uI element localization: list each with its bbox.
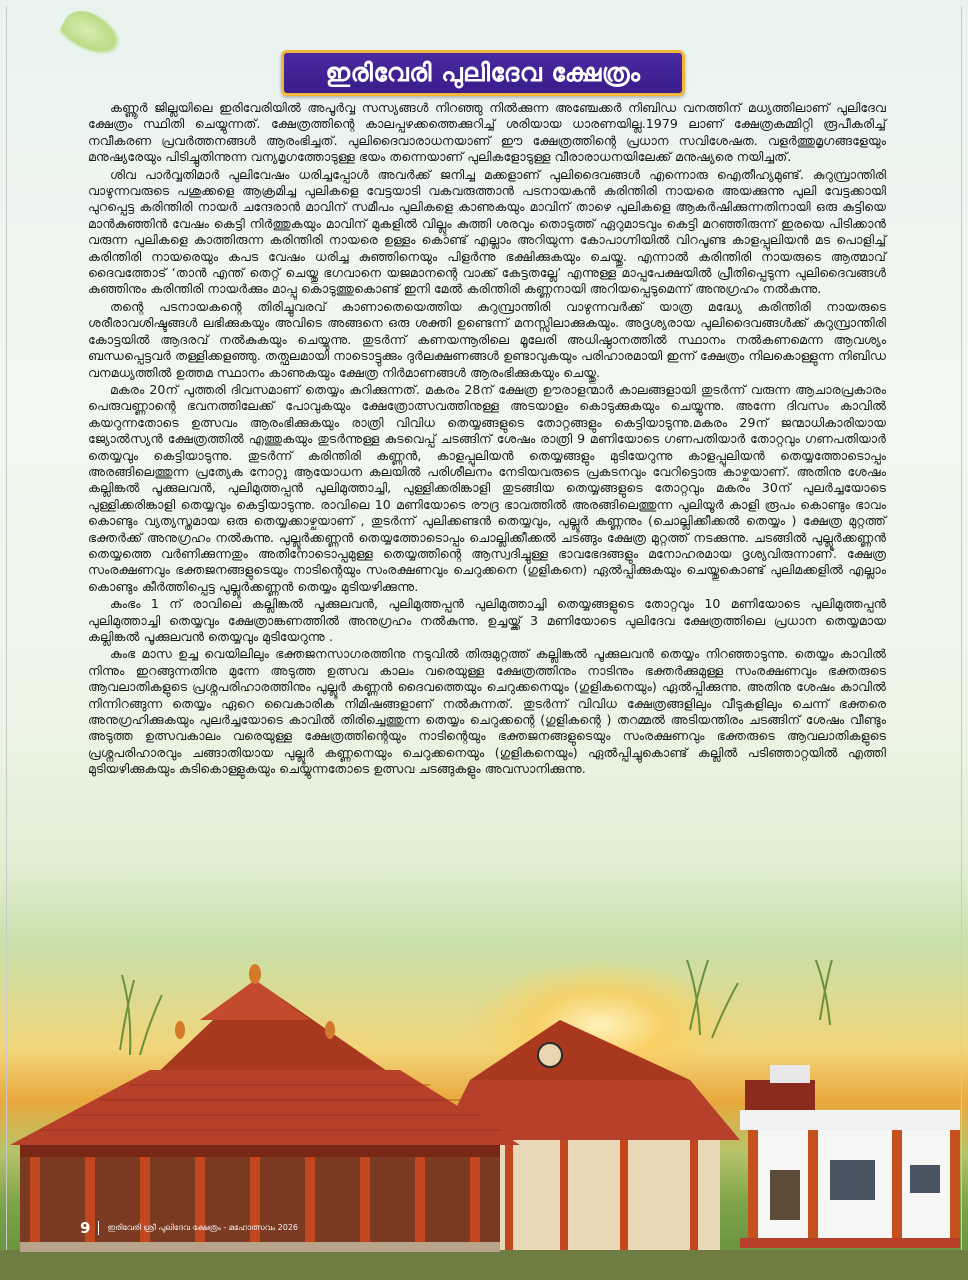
office-building: [740, 1065, 960, 1248]
paragraph-4: മകരം 20ന് പുത്തരി ദിവസമാണ് തെയ്യം കുറിക്കുന്നത്. മകരം 28ന് ക്ഷേത്ര ഊരാളന്മാർ കാലങ്ങളായി തുടർന്ന് വരുന്ന ആചാരപ്രകാരം പെരുവണ്ണാന്റെ ഭവനത്തിലേക്ക് പോവുകയും ക്ഷേത്രോത്സവത്തിനുള്ള അടയാളം കൊടുക്കുകയും ചെയ്യുന്നു. അന്നേ ദിവസം കാവിൽ കയറുന്നതോടെ ഉത്സവം ആരംഭിക്കുകയും രാത്രി വിവിധ തെയ്യങ്ങളുടെ തോറ്റങ്ങളും കെട്ടിയാടുന്നു.മകരം 29ന് ജന്മാധികാരിയായ ജ്യോൽസ്യൻ ക്ഷേത്രത്തിൽ എത്തുകയും തുടർന്നുള്ള കുടവെപ്പ് ചടങ്ങിന് ശേഷം രാത്രി 9 മണിയോടെ ഗണപതിയാർ തോറ്റവും ഗണപതിയാർ തെയ്യവും കെട്ടിയാടുന്നു. തുടർന്ന് കരിന്തിരി കണ്ണൻ, കാളപ്പുലിയൻ തെയ്യങ്ങളും മുടിയേറുന്നു കാളപ്പുലിയൻ തെയ്യത്തോടൊപ്പം അരങ്ങിലെത്തുന്ന പ്രത്യേക നോറ്റു ആയോധന കലയിൽ പരിശീലനം നേടിയവരുടെ പ്രകടനവും വേറിട്ടൊരു കാഴ്ചയാണ്. അതിനു ശേഷം കല്ലിങ്കൽ പൂക്കുലവൻ, പുലിമുത്തപ്പൻ പുലിമുത്താച്ചി, പുള്ളിക്കരിങ്കാളി തുടങ്ങിയ തെയ്യങ്ങളുടെ തോറ്റവും മകരം 30ന് പുലർച്ചയോടെ പുള്ളിക്കരിങ്കാളി തെയ്യവും കെട്ടിയാടുന്നു. രാവിലെ 10 മണിയോടെ രൗദ്ര ഭാവത്തിൽ അരങ്ങിലെത്തുന്ന പുലിയൂർ കാളി രൂപം കൊണ്ടും ഭാവം കൊണ്ടും വ്യത്യസ്തമായ ഒരു തെയ്യക്കാഴ്ചയാണ് , തുടർന്ന് പുലിക്കണ്ടൻ തെയ്യവും, പുല്ലൂർ കണ്ണനും (ചൊല്ലിക്കീക്കൽ തെയ്യം ) ക്ഷേത്ര മുറ്റത്ത് ഭക്തർക്ക് അനുഗ്രഹം നൽകുന്നു. പുല്ലൂർക്കണ്ണൻ തെയ്യത്തോടൊപ്പം ചൊല്ലിക്കീക്കൽ ചടങ്ങും ക്ഷേത്ര മുറ്റത്ത് നടക്കുന്നു. ചടങ്ങിൽ പുല്ലൂർക്കണ്ണൻ തെയ്യത്തെ വർണിക്കുന്നതും അതിനോടൊപ്പമുള്ള തെയ്യത്തിന്റെ ആസ്വദിച്ചുള്ള ഭാവഭേദങ്ങളും മനോഹരമായ ദൃശ്യവിരുന്നാണ്. ക്ഷേത്ര സംരക്ഷണവും ഭക്തജനങ്ങളുടെയും നാടിന്റെയും സംരക്ഷണവും ചെറുക്കനെ (ഗുളികനെ) ഏൽപ്പിക്കുകയും ചെയ്തുകൊണ്ട് പുലിമക്കളിൽ എല്ലാം കൊണ്ടും കീർത്തിപ്പെട്ട പുല്ലൂർക്കണ്ണൻ തെയ്യം മുടിയഴിക്കുന്നു.: [88, 381, 886, 594]
paragraph-2: ശിവ പാർവ്വതിമാർ പുലിവേഷം ധരിച്ചപ്പോൾ അവർക്ക് ജനിച്ച മക്കളാണ് പുലിദൈവങ്ങൾ എന്നൊരു ഐതീഹ്യമുണ്ട്. കുറുമ്പ്രാന്തിരി വാഴുന്നവരുടെ പശുക്കളെ ആക്രമിച്ച പുലികളെ വേട്ടയാടി വകവരുത്താൻ പടനായകൻ കരിന്തിരി നായരെ അയക്കുന്നു പുലി വേട്ടക്കായി പുറപ്പെട്ട കരിന്തിരി നായർ ചന്ദേരാൻ മാവിന് സമീപം പുലികളെ കാണുകയും മാവിന് താഴെ പുലികളെ ആകർഷിക്കുന്നതിനായി ഒരു കുട്ടിയെ മാൻകുഞ്ഞിൻ വേഷം കെട്ടി നിർത്തുകയും മാവിന് മുകളിൽ വില്ലും കുത്തി ശരവും തൊടുത്ത് ഏറുമാടവും കെട്ടി മറഞ്ഞിരുന്ന് ഇരയെ പിടിക്കാൻ വരുന്ന പുലികളെ കാത്തിരുന്ന കരിന്തിരി നായരെ ഉള്ളം കൊണ്ട് എല്ലാം അറിയുന്ന കോപാഗ്നിയിൽ വിറപൂണ്ട കാളപ്പുലിയൻ മട പൊളിച്ച് കരിന്തിരി നായരെയും കപട വേഷം ധരിച്ച കുഞ്ഞിനെയും പിളർന്നു ഭക്ഷിക്കുകയും ചെയ്തു. എന്നാൽ കരിന്തിരി നായരുടെ ആത്മാവ് ദൈവത്തോട് ‘താൻ എന്ത് തെറ്റ് ചെയ്തു ഭഗവാനെ യജമാനന്റെ വാക്ക് കേട്ടതല്ലേ’ എന്നുള്ള മാപ്പപേക്ഷയിൽ പ്രീതിപ്പെടുന്ന പുലിദൈവങ്ങൾ കുഞ്ഞിനും കരിന്തിരി നായർക്കും മാപ്പു കൊടുത്തുകൊണ്ട് ഇനി മേൽ കരിന്തിരി കണ്ണനായി അറിയപ്പെടുമെന്ന് അനുഗ്രഹം നൽകുന്നു.: [88, 166, 886, 297]
page-title: ഇരിവേരി പുലിദേവ ക്ഷേത്രം: [325, 58, 641, 87]
footer-divider: [98, 1221, 99, 1235]
paragraph-3: തന്റെ പടനായകന്റെ തിരിച്ചുവരവ് കാണാതെയെത്തിയ കുറുമ്പ്രാന്തിരി വാഴുന്നവർക്ക് യാത്ര മദ്ധ്യേ കരിന്തിരി നായരുടെ ശരീരാവശിഷ്ടങ്ങൾ ലഭിക്കുകയും അവിടെ അങ്ങനെ ഒരു ശക്തി ഉണ്ടെന്ന് മനസ്സിലാക്കുകയും. അദൃശ്യരായ പുലിദൈവങ്ങൾക്ക് കുറുമ്പ്രാന്തിരി കോട്ടയിൽ ആദരവ് നൽകുകയും ചെയ്യുന്നു. തുടർന്ന് കണയന്നൂരിലെ മൂലേരി അധിഷ്ഠാനത്തിൽ സ്ഥാനം നൽകണമെന്ന ആവശ്യം ബന്ധപ്പെട്ടവർ തള്ളിക്കളഞ്ഞു. തത്ഫലമായി നാടൊട്ടുക്കും ദുർലക്ഷണങ്ങൾ ഉണ്ടാവുകയും പരിഹാരമായി ഇന്ന് ക്ഷേത്രം നിലകൊള്ളുന്ന നിബിഡ വനമധ്യത്തിൽ ഉത്തമ സ്ഥാനം കാണുകയും ക്ഷേത്ര നിർമാണങ്ങൾ ആരംഭിക്കുകയും ചെയ്തു.: [88, 298, 886, 380]
paragraph-1: കണ്ണൂർ ജില്ലയിലെ ഇരിവേരിയിൽ അപൂർവ്വ സസ്യങ്ങൾ നിറഞ്ഞു നിൽക്കുന്ന അഞ്ചേക്കർ നിബിഡ വനത്തിന് മധ്യത്തിലാണ് പുലിദേവ ക്ഷേത്രം സ്ഥിതി ചെയ്യുന്നത്. ക്ഷേത്രത്തിന്റെ കാലപ്പഴക്കത്തെക്കുറിച്ച് ശരിയായ ധാരണയില്ല.1979 ലാണ് ക്ഷേത്രകമ്മിറ്റി രൂപീകരിച്ച് നവീകരണ പ്രവർത്തനങ്ങൾ ആരംഭിച്ചത്. പുലിദൈവാരാധനയാണ് ഈ ക്ഷേത്രത്തിന്റെ പ്രധാന സവിശേഷത. വളർത്തുമൃഗങ്ങളേയും മനുഷ്യരേയും പിടിച്ചുതിന്നുന്ന വന്യമൃഗത്തോടുള്ള ഭയം തന്നെയാണ് പുലികളോടുള്ള വീരാരാധനയിലേക്ക് മനുഷ്യരെ നയിച്ചത്.: [88, 100, 886, 165]
footer-publication: ഇരിവേരി ശ്രീ പുലിദേവ ക്ഷേത്രം - മഹോത്സവം 2026: [107, 1223, 299, 1232]
paragraph-5: കുംഭം 1 ന് രാവിലെ കല്ലിങ്കൽ പൂക്കുലവൻ, പുലിമുത്തപ്പൻ പുലിമുത്താച്ചി തെയ്യങ്ങളുടെ തോറ്റവും 10 മണിയോടെ പുലിമുത്തപ്പൻ പുലിമുത്താച്ചി തെയ്യവും ക്ഷേത്രാങ്കണത്തിൽ അനുഗ്രഹം നൽകുന്നു. ഉച്ചയ്ക്ക് 3 മണിയോടെ പുലിദേവ ക്ഷേത്രത്തിലെ പ്രധാന തെയ്യമായ കല്ലിങ്കൽ പൂക്കുലവൻ തെയ്യവും മുടിയേറുന്നു .: [88, 596, 886, 644]
title-banner: [281, 50, 685, 96]
ground: [0, 1250, 968, 1280]
temple-main: [10, 964, 520, 1252]
article-body: [88, 100, 886, 779]
paragraph-6: കുംഭ മാസ ഉച്ച വെയിലിലും ഭക്തജനസാഗരത്തിനു നടുവിൽ തിരുമുറ്റത്ത് കല്ലിങ്കൽ പൂക്കുലവൻ തെയ്യം നിറഞ്ഞാടുന്നു. തെയ്യം കാവിൽ നിന്നും ഇറങ്ങുന്നതിനു മുന്നേ അടുത്ത ഉത്സവ കാലം വരെയുള്ള ക്ഷേത്രത്തിനും നാടിനും ഭക്തർക്കുമുള്ള സംരക്ഷണവും ഭക്തരുടെ ആവലാതികളുടെ പ്രശ്നപരിഹാരത്തിനും പുല്ലൂർ കണ്ണൻ ദൈവത്തെയും ചെറുക്കനെയും (ഗുളികനെയും) ഏൽപ്പിക്കുന്നു. അതിനു ശേഷം കാവിൽ നിന്നിറങ്ങുന്ന തെയ്യം ഏറെ വൈകാരിക നിമിഷങ്ങളാണ് നൽകുന്നത്. തുടർന്ന് വിവിധ ക്ഷേത്രങ്ങളിലും വീടുകളിലും ചെന്ന് ഭക്തരെ അനുഗ്രഹിക്കുകയും പുലർച്ചയോടെ കാവിൽ തിരിച്ചെത്തുന്ന തെയ്യം ചെറുക്കന്റെ (ഗുളികന്റെ ) തറമ്മൽ അടിയന്തിരം ചടങ്ങിന് ശേഷം വീണ്ടും അടുത്ത ഉത്സവകാലം വരെയുള്ള ക്ഷേത്രത്തിന്റെയും നാടിന്റെയും ഭക്തജനങ്ങളുടെയും സംരക്ഷണവും ഭക്തരുടെ ആവലാതികളുടെ പ്രശ്നപരിഹാരവും ചങ്ങാതിയായ പുല്ലൂർ കണ്ണനെയും ചെറുക്കനെയും (ഗുളികനെയും) ഏൽപ്പിച്ചുകൊണ്ട് കല്ലിൽ പടിഞ്ഞാറ്റയിൽ എത്തി മുടിയഴിക്കുകയും കുടികൊള്ളുകയും ചെയ്യുന്നതോടെ ഉത്സവ ചടങ്ങുകളും അവസാനിക്കുന്നു.: [88, 646, 886, 777]
page-footer: [80, 1219, 298, 1237]
leaf-decoration: [57, 2, 128, 64]
page-number: 9: [80, 1219, 91, 1237]
